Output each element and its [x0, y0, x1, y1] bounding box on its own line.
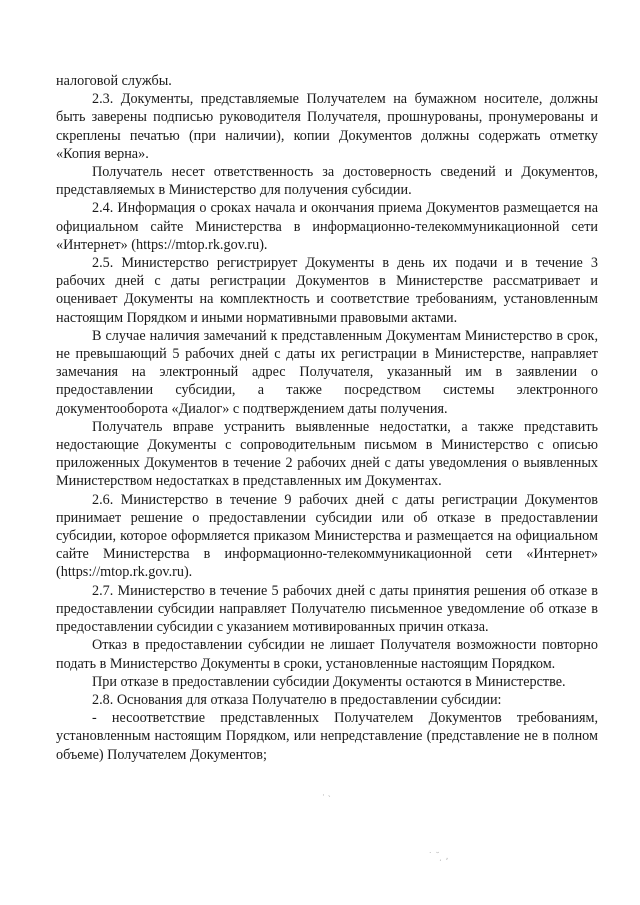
- paragraph-2-6: 2.6. Министерство в течение 9 рабочих дней с даты регистрации Документов принимает решение о предоставлении субсидии или об отказе в предоставлении субсидии, которое оформляется приказом Министерства и размещается на официальном сайте Министерства в информационно-телекоммуникационной сети «Интернет» (https://mtop.rk.gov.ru).: [56, 491, 598, 581]
- paragraph-responsibility: Получатель несет ответственность за достоверность сведений и Документов, представляемых в Министерство для получения субсидии.: [56, 164, 598, 199]
- paragraph-2-5: 2.5. Министерство регистрирует Документы в день их подачи и в течение 3 рабочих дней с даты регистрации Документов в Министерстве рассматривает и оценивает Документы на комплектность и соответствие требованиям, установленным настоящим Порядком и иными нормативными правовыми актами.: [56, 255, 598, 326]
- paragraph-2-8: 2.8. Основания для отказа Получателю в предоставлении субсидии:: [92, 691, 502, 708]
- scan-speck: ˙ ˘ ̦ ,: [428, 852, 449, 862]
- paragraph-corrections: Получатель вправе устранить выявленные недостатки, а также представить недостающие Документы с сопроводительным письмом в Министерство с описью приложенных Документов в течение 2 рабочих дней с даты уведомления о выявленных Министерством недостатках в представленных им Документах.: [56, 418, 598, 490]
- paragraph-nonconformity: - несоответствие представленных Получателем Документов требованиям, установленным настоящим Порядком, или непредставление (представление не в полном объеме) Получателем Документов;: [56, 710, 598, 763]
- paragraph-tax-service-end: налоговой службы.: [56, 73, 172, 89]
- paragraph-2-3: 2.3. Документы, представляемые Получателем на бумажном носителе, должны быть заверены подписью руководителя Получателя, прошнурованы, пронумерованы и скреплены печатью (при наличии), копии Документов должны содержать отметку «Копия верна».: [56, 91, 598, 162]
- paragraph-documents-remain: При отказе в предоставлении субсидии Документы остаются в Министерстве.: [92, 673, 566, 690]
- paragraph-2-4: 2.4. Информация о сроках начала и окончания приема Документов размещается на официальном сайте Министерства в информационно-телекоммуникационной сети «Интернет» (https://mtop.rk.gov.ru).: [56, 200, 598, 253]
- paragraph-refusal-no-bar: Отказ в предоставлении субсидии не лишает Получателя возможности повторно подать в Министерство Документы в сроки, установленные настоящим Порядком.: [56, 637, 598, 672]
- document-body: [56, 72, 598, 764]
- paragraph-remarks: В случае наличия замечаний к представленным Документам Министерство в срок, не превышающий 5 рабочих дней с даты их регистрации в Министерстве, направляет замечания на электронный адрес Получателя, указанный им в заявлении о предоставлении субсидии, а также посредством системы электронного документооборота «Диалог» с подтверждением даты получения.: [56, 327, 598, 417]
- paragraph-2-7: 2.7. Министерство в течение 5 рабочих дней с даты принятия решения об отказе в предоставлении субсидии направляет Получателю письменное уведомление об отказе в предоставлении субсидии с указанием мотивированных причин отказа.: [56, 582, 598, 636]
- scan-speck: · ˴: [322, 791, 331, 801]
